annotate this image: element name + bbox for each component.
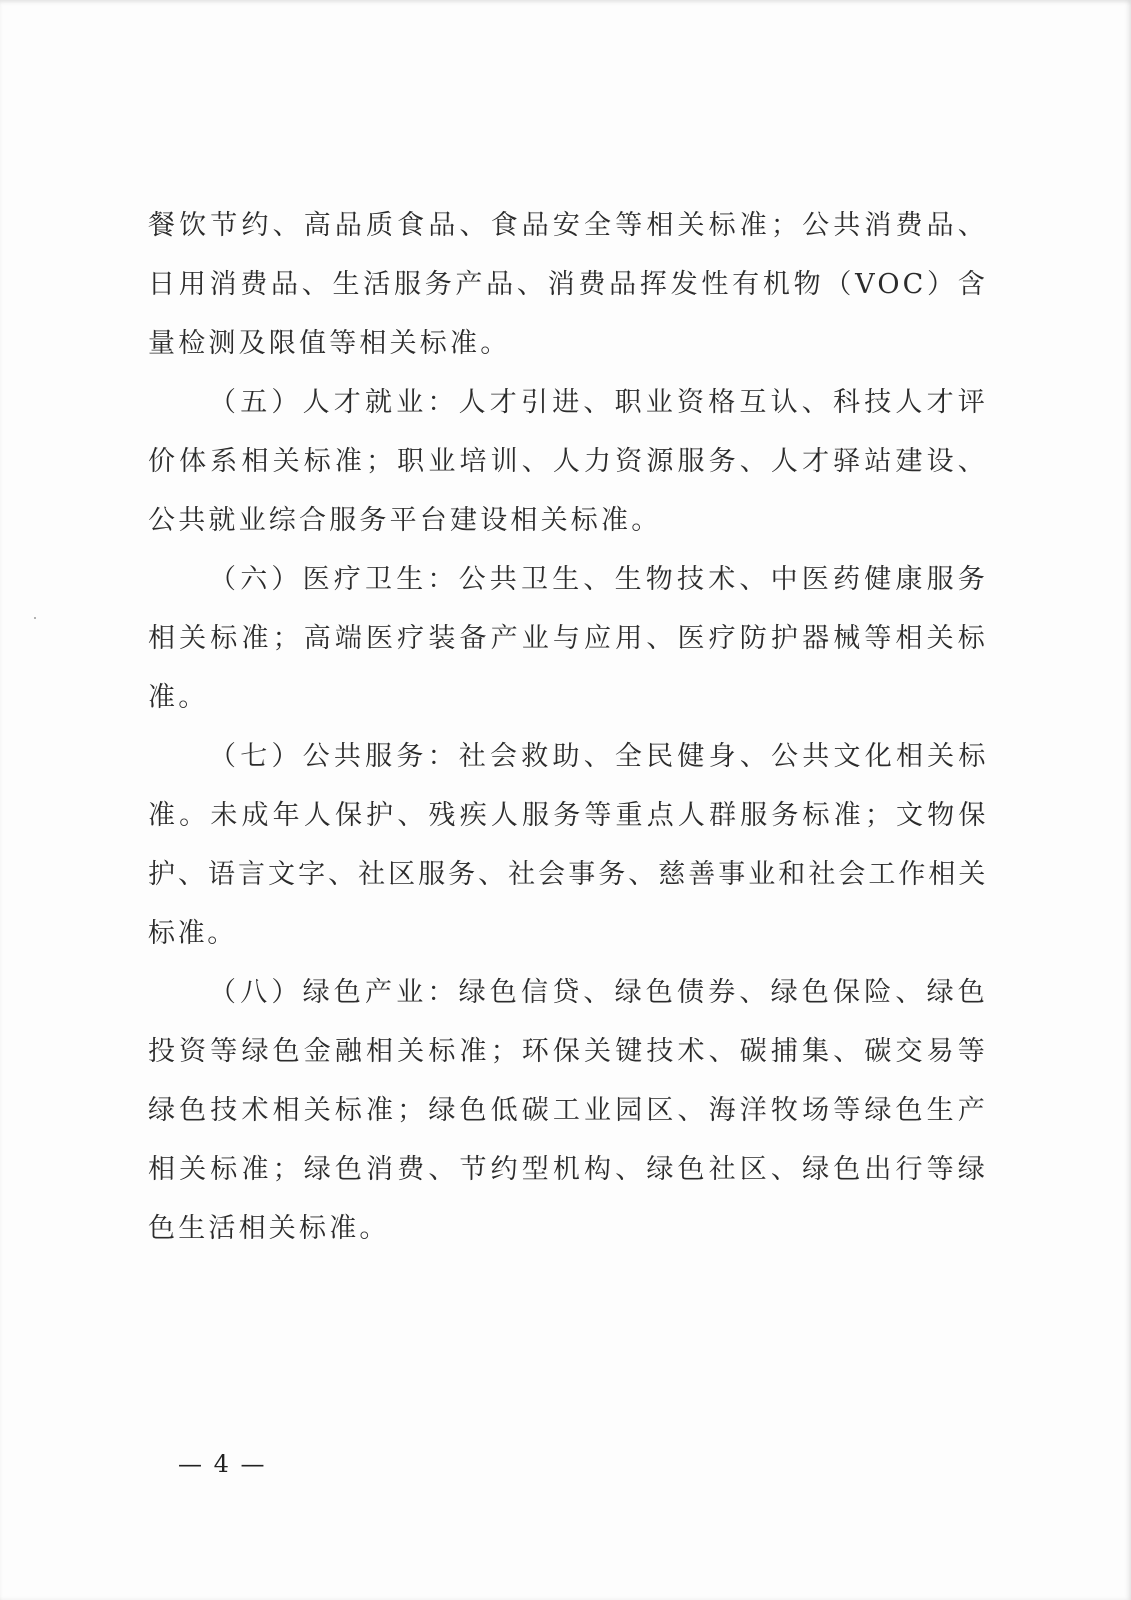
paragraph-green-industry: （八）绿色产业：绿色信贷、绿色债券、绿色保险、绿色投资等绿色金融相关标准；环保关键技术、碳捕集、碳交易等绿色技术相关标准；绿色低碳工业园区、海洋牧场等绿色生产相关标准；绿色消费、节约型机构、绿色社区、绿色出行等绿色生活相关标准。 xyxy=(148,977,988,1244)
body-text xyxy=(148,196,988,1258)
paragraph-medical-health: （六）医疗卫生：公共卫生、生物技术、中医药健康服务相关标准；高端医疗装备产业与应用、医疗防护器械等相关标准。 xyxy=(148,564,988,713)
scan-speck xyxy=(34,617,36,619)
page-number: — 4 — xyxy=(178,1450,267,1478)
paragraph-public-service: （七）公共服务：社会救助、全民健身、公共文化相关标准。未成年人保护、残疾人服务等重点人群服务标准；文物保护、语言文字、社区服务、社会事务、慈善事业和社会工作相关标准。 xyxy=(148,741,988,949)
paragraph-continuation: 餐饮节约、高品质食品、食品安全等相关标准；公共消费品、日用消费品、生活服务产品、消费品挥发性有机物（VOC）含量检测及限值等相关标准。 xyxy=(148,210,988,359)
paragraph-talent-employment: （五）人才就业：人才引进、职业资格互认、科技人才评价体系相关标准；职业培训、人力资源服务、人才驿站建设、公共就业综合服务平台建设相关标准。 xyxy=(148,387,988,536)
